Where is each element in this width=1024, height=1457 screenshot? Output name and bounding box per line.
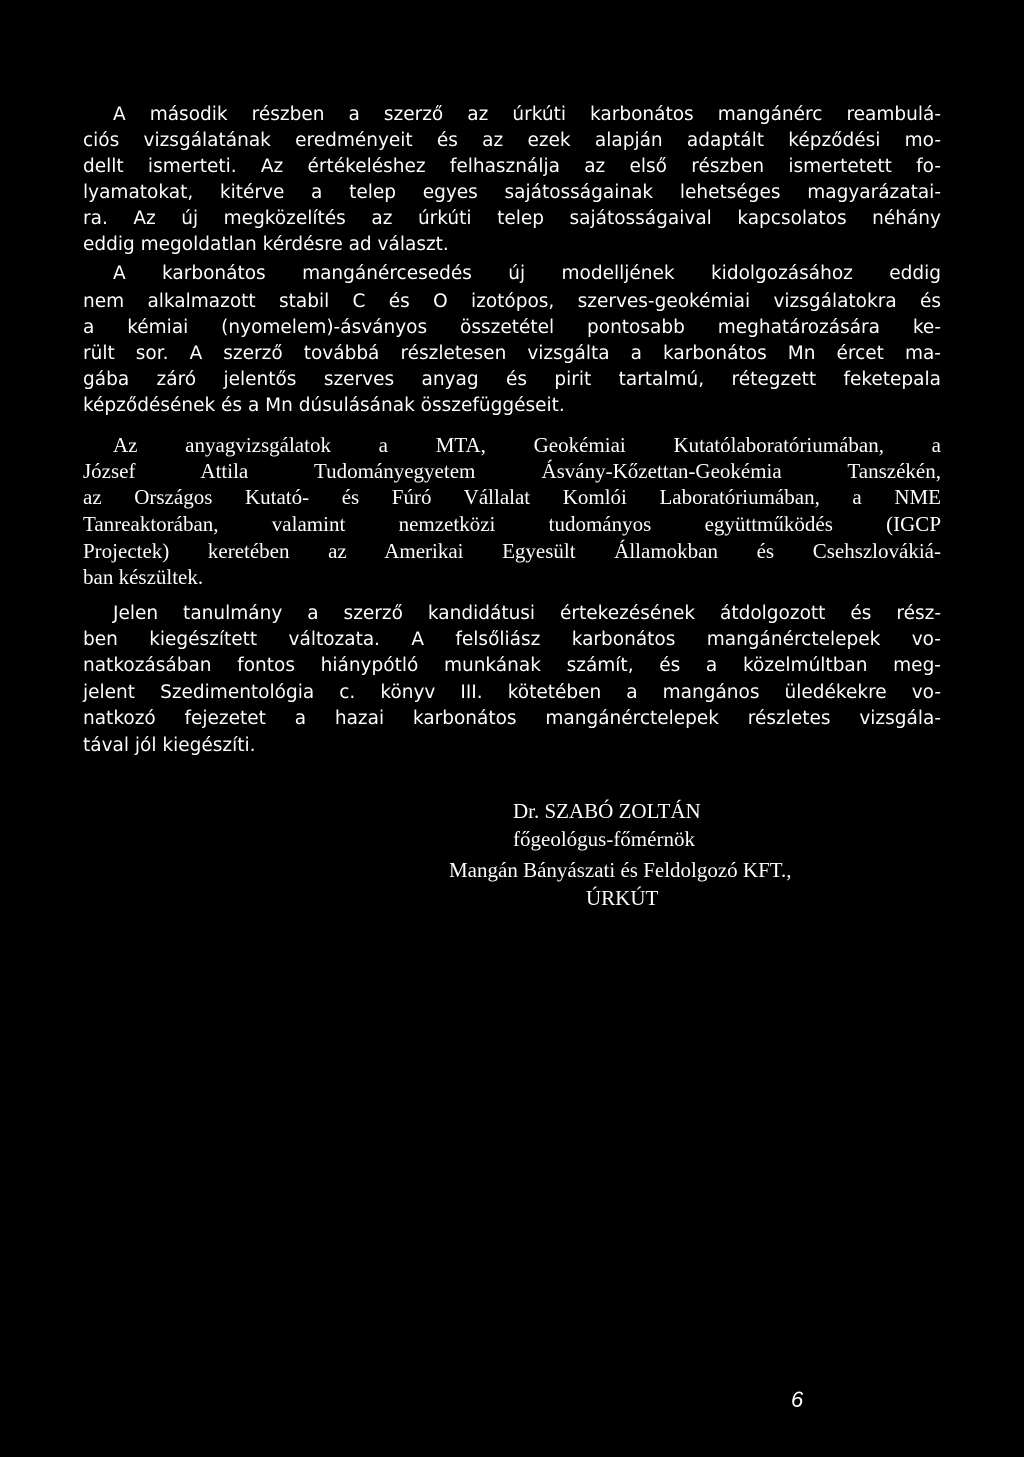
page-number: 6 <box>791 1387 804 1412</box>
text-line: A második részben a szerző az úrkúti karbonátos mangánérc reambulá- <box>113 104 941 125</box>
text-line: nem alkalmazott stabil C és O izotópos, szerves-geokémiai vizsgálatokra és <box>83 291 941 312</box>
text-line: a kémiai (nyomelem)-ásványos összetétel pontosabb meghatározására ke- <box>83 317 941 338</box>
text-line: eddig megoldatlan kérdésre ad választ. <box>83 234 449 255</box>
text-line: Jelen tanulmány a szerző kandidátusi értekezésének átdolgozott és rész- <box>113 603 941 624</box>
signature-location: ÚRKÚT <box>586 886 659 910</box>
text-line: tával jól kiegészíti. <box>83 735 256 756</box>
text-line: natkozó fejezetet a hazai karbonátos mangánérctelepek részletes vizsgála- <box>83 708 941 729</box>
text-line: Tanreaktorában, valamint nemzetközi tudományos együttműködés (IGCP <box>83 512 941 536</box>
text-line: ciós vizsgálatának eredményeit és az ezek alapján adaptált képződési mo- <box>83 130 941 151</box>
text-line: Az anyagvizsgálatok a MTA, Geokémiai Kutatólaboratóriumában, a <box>113 433 941 457</box>
text-line: ra. Az új megközelítés az úrkúti telep sajátosságaival kapcsolatos néhány <box>83 208 941 229</box>
text-line: gába záró jelentős szerves anyag és pirit tartalmú, rétegzett feketepala <box>83 369 941 390</box>
signature-name: Dr. SZABÓ ZOLTÁN <box>513 799 701 823</box>
text-line: lyamatokat, kitérve a telep egyes sajátosságainak lehetséges magyarázatai- <box>83 182 941 203</box>
text-line: jelent Szedimentológia c. könyv III. kötetében a mangános üledékekre vo- <box>83 682 941 703</box>
text-line: dellt ismerteti. Az értékeléshez felhasználja az első részben ismertetett fo- <box>83 156 941 177</box>
text-line: ben kiegészített változata. A felsőliász karbonátos mangánérctelepek vo- <box>83 629 941 650</box>
text-line: rült sor. A szerző továbbá részletesen vizsgálta a karbonátos Mn ércet ma- <box>83 343 941 364</box>
text-line: A karbonátos mangánércesedés új modelljének kidolgozásához eddig <box>113 263 941 284</box>
text-line: képződésének és a Mn dúsulásának összefüggéseit. <box>83 395 565 416</box>
text-line: az Országos Kutató- és Fúró Vállalat Komlói Laboratóriumában, a NME <box>83 485 941 509</box>
text-line: Projectek) keretében az Amerikai Egyesült Államokban és Csehszlovákiá- <box>83 539 941 563</box>
text-line: natkozásában fontos hiánypótló munkának számít, és a közelmúltban meg- <box>83 655 941 676</box>
signature-organization: Mangán Bányászati és Feldolgozó KFT., <box>449 858 792 882</box>
text-line: ban készültek. <box>83 565 204 589</box>
signature-title: főgeológus-főmérnök <box>513 827 695 851</box>
text-line: József Attila Tudományegyetem Ásvány-Kőzettan-Geokémia Tanszékén, <box>83 459 941 483</box>
